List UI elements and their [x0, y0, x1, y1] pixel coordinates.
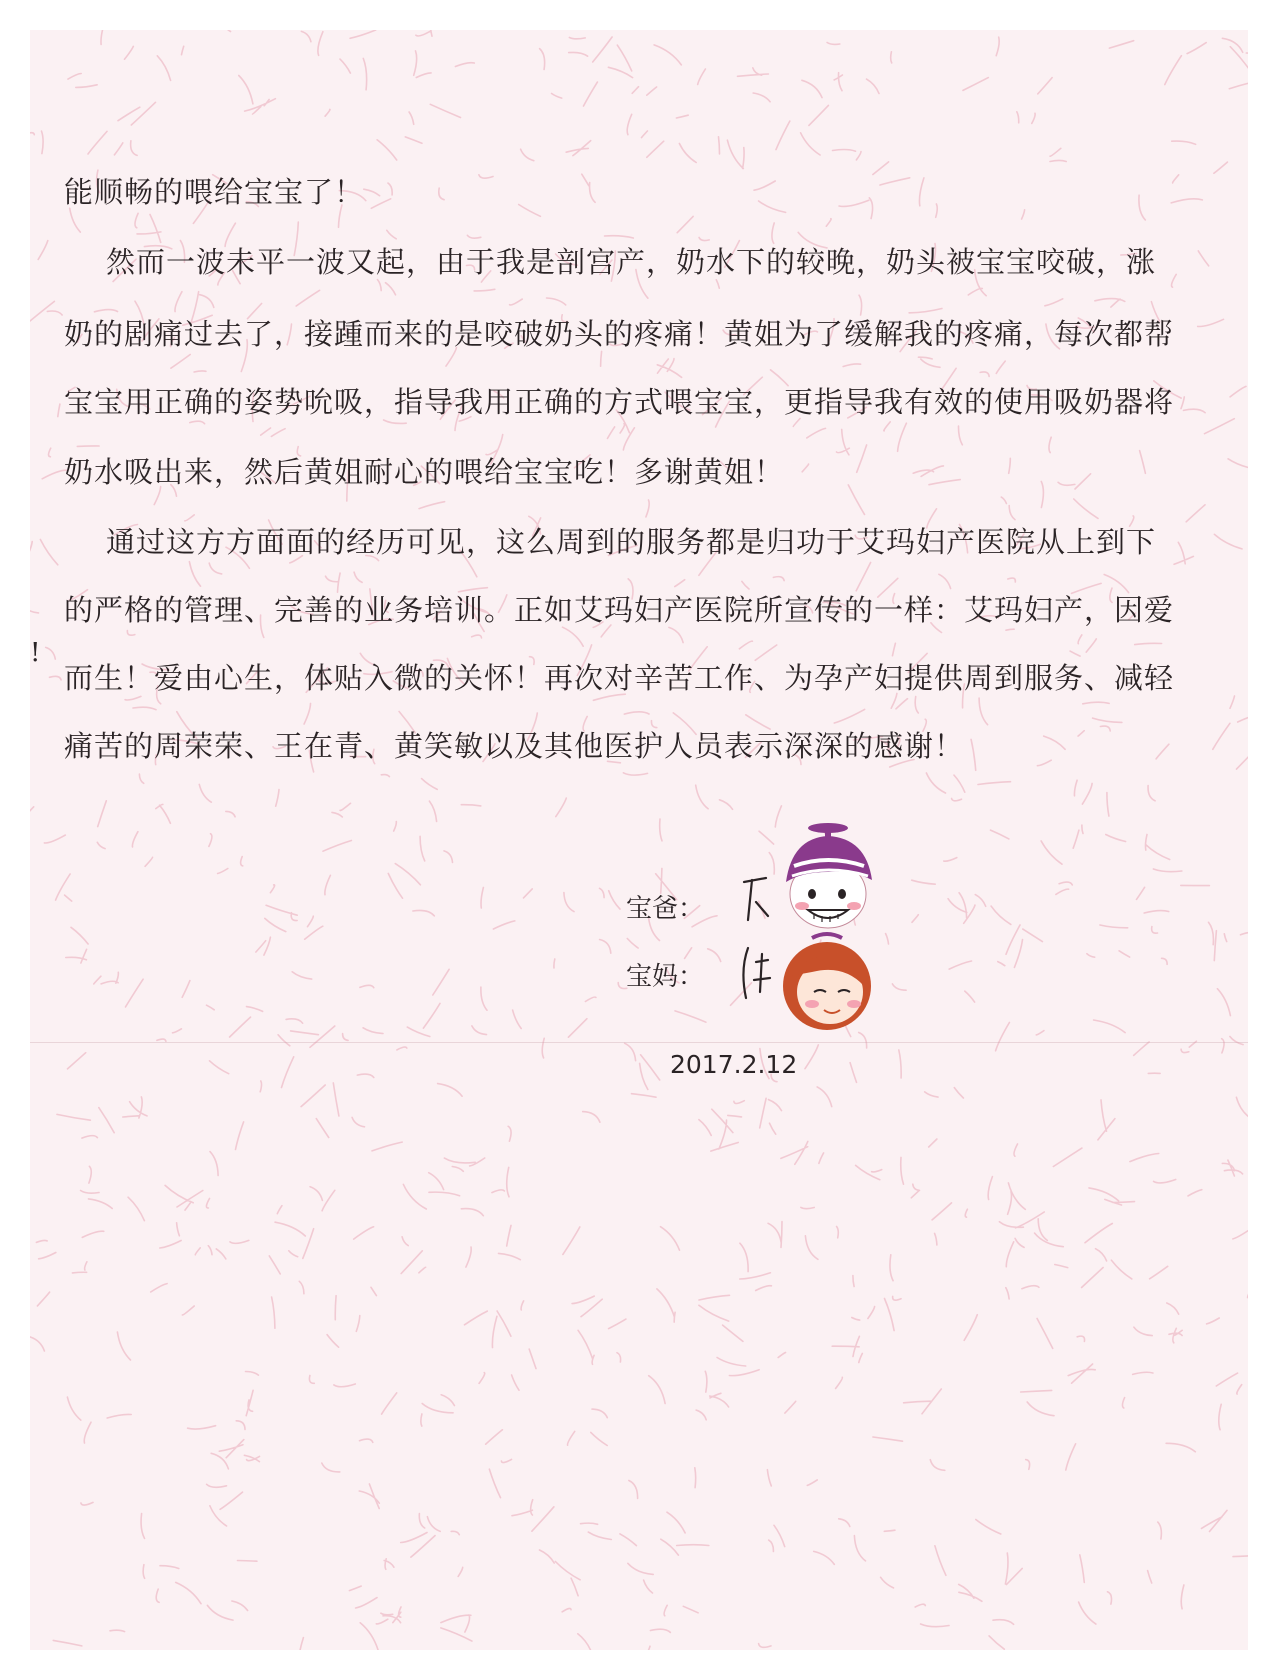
father-signature-label: 宝爸： — [626, 894, 705, 924]
letter-line-4: 宝宝用正确的姿势吮吸，指导我用正确的方式喂宝宝，更指导我有效的使用吸奶器将 — [64, 385, 1175, 419]
mother-signature-label: 宝妈： — [626, 962, 705, 992]
mother-cartoon-sticker-icon — [772, 928, 882, 1038]
margin-mark: ! — [30, 638, 41, 668]
letter-page — [30, 30, 1248, 1650]
paper-fold-line — [30, 1042, 1248, 1043]
letter-line-2: 然而一波未平一波又起，由于我是剖宫产，奶水下的较晚，奶头被宝宝咬破，涨 — [106, 245, 1157, 279]
letter-line-5: 奶水吸出来，然后黄姐耐心的喂给宝宝吃！多谢黄姐！ — [64, 455, 785, 489]
letter-line-8: 而生！爱由心生，体贴入微的关怀！再次对辛苦工作、为孕产妇提供周到服务、减轻 — [64, 661, 1175, 695]
letter-line-9: 痛苦的周荣荣、王在青、黄笑敏以及其他医护人员表示深深的感谢！ — [64, 729, 965, 763]
letter-line-7: 的严格的管理、完善的业务培训。正如艾玛妇产医院所宣传的一样：艾玛妇产，因爱 — [64, 593, 1175, 627]
father-cartoon-sticker-icon — [772, 820, 882, 938]
letter-date: 2017.2.12 — [670, 1050, 798, 1079]
letter-line-3: 奶的剧痛过去了，接踵而来的是咬破奶头的疼痛！黄姐为了缓解我的疼痛，每次都帮 — [64, 317, 1175, 351]
letter-line-6: 通过这方方面面的经历可见，这么周到的服务都是归功于艾玛妇产医院从上到下 — [106, 525, 1157, 559]
letter-line-1: 能顺畅的喂给宝宝了！ — [64, 175, 365, 209]
